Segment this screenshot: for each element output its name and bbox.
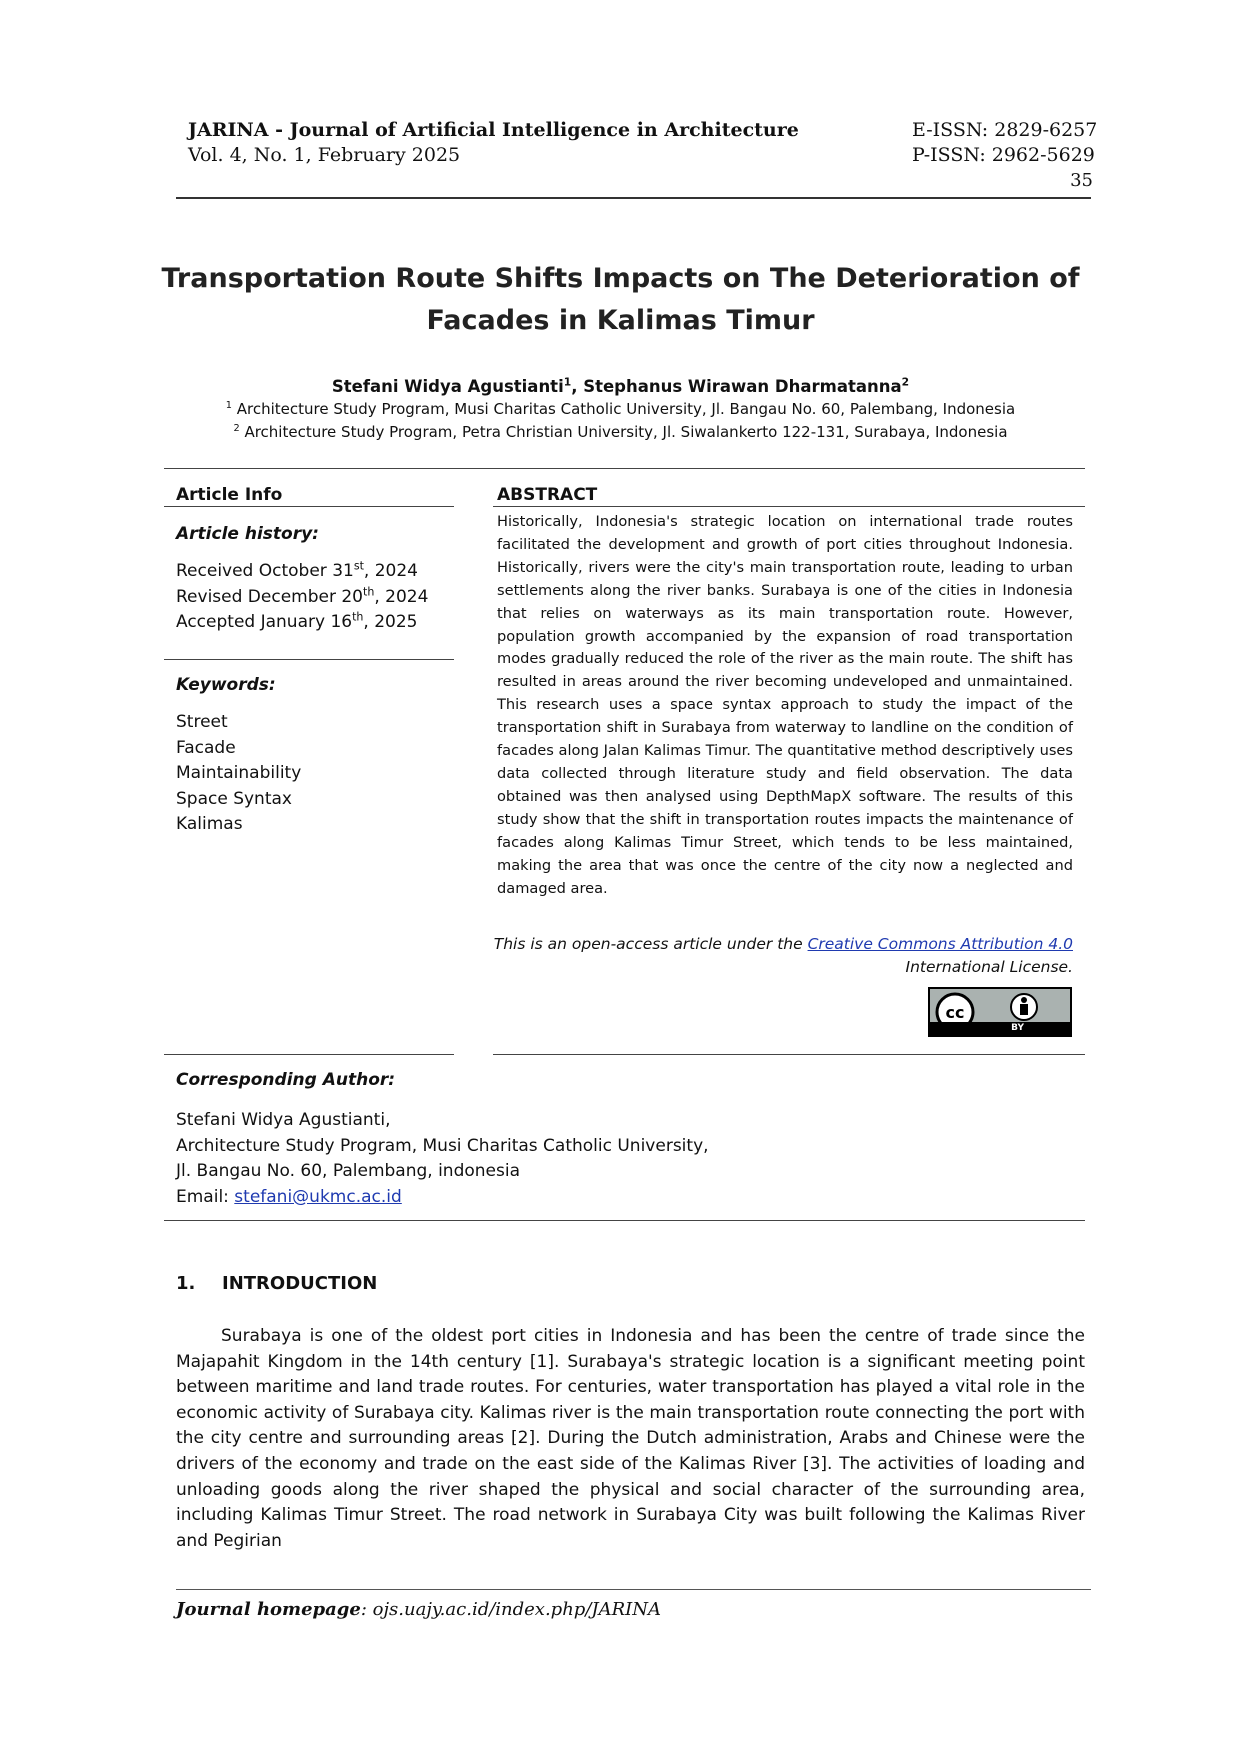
homepage-sep: :: [360, 1599, 373, 1620]
abstract-heading: ABSTRACT: [497, 485, 598, 505]
title-line-2: Facades in Kalimas Timur: [426, 305, 815, 336]
introduction-paragraph: Surabaya is one of the oldest port cities in Indonesia and has been the centre of trade since the Majapahit Kingdom in the 14th century [1]. Surabaya's strategic location is a significant meeting point between maritime and land trade routes. For centuries, water transportation has played a vital role in the economic activity of Surabaya city. Kalimas river is the main transportation route connecting the port with the city centre and surrounding areas [2]. During the Dutch administration, Arabs and Chinese were the drivers of the economy and trade on the east side of the Kalimas River [3]. The activities of loading and unloading goods along the river shaped the physical and social character of the surrounding area, including Kalimas Timur Street. The road network in Surabaya City was built following the Kalimas River and Pegirian: [176, 1326, 1085, 1551]
section-heading: [176, 1273, 377, 1294]
footer-rule: [176, 1589, 1091, 1590]
article-history-heading: Article history:: [176, 524, 319, 544]
email-link[interactable]: stefani@ukmc.ac.id: [234, 1186, 402, 1207]
abstract-rule: [493, 506, 1085, 507]
cc-letters: cc: [945, 1003, 965, 1022]
homepage-url[interactable]: ojs.uajy.ac.id/index.php/JARINA: [372, 1599, 662, 1620]
affiliation-2-text: Architecture Study Program, Petra Christian University, Jl. Siwalankerto 122-131, Surabaya, Indonesia: [239, 423, 1008, 441]
corr-email-line: [176, 1185, 709, 1211]
affiliation-2-mark: 2: [233, 423, 240, 434]
abstract-bottom-rule: [493, 1054, 1085, 1055]
revised-date: Revised December 20th, 2024: [176, 584, 429, 607]
accepted-date: Accepted January 16th, 2025: [176, 610, 418, 632]
history-rule: [164, 659, 454, 660]
received-date: Received October 31st, 2024: [176, 559, 418, 581]
author-2-affil-mark: 2: [901, 375, 910, 389]
eissn: E-ISSN: 2829-6257: [912, 119, 1098, 141]
affiliation-1-mark: 1: [225, 400, 232, 411]
journal-title: JARINA - Journal of Artificial Intelligence in Architecture: [188, 119, 799, 141]
section-title: INTRODUCTION: [222, 1273, 378, 1294]
keywords-list: [176, 710, 301, 838]
corr-name: Stefani Widya Agustianti,: [176, 1110, 391, 1130]
article-history: [176, 559, 428, 636]
author-1-affil-mark: 1: [563, 375, 572, 389]
cc-by-badge[interactable]: [928, 987, 1072, 1037]
affiliation-1: [140, 400, 1101, 418]
keyword-item: Maintainability: [176, 763, 302, 783]
article-info-rule: [164, 506, 454, 507]
corr-dept: Architecture Study Program, Musi Charitas Catholic University,: [176, 1135, 709, 1156]
license-suffix: International License.: [905, 958, 1073, 976]
paper-title: [140, 258, 1101, 342]
license-note: [494, 933, 1073, 979]
header-rule: [176, 197, 1091, 199]
page-number: 35: [1070, 170, 1093, 191]
keyword-item: Facade: [176, 737, 236, 758]
pissn: P-ISSN: 2962-5629: [912, 144, 1095, 166]
journal-homepage: [176, 1599, 661, 1620]
keyword-item: Kalimas: [176, 814, 243, 834]
journal-volume: Vol. 4, No. 1, February 2025: [188, 144, 461, 166]
info-top-rule: [164, 468, 1085, 469]
license-prefix: This is an open-access article under the: [493, 935, 808, 953]
keyword-item: Street: [176, 712, 228, 732]
title-line-1: Transportation Route Shifts Impacts on The Deterioration of: [161, 263, 1080, 294]
corresponding-heading: Corresponding Author:: [176, 1070, 396, 1090]
author-2: Stephanus Wirawan Dharmatanna: [583, 377, 902, 396]
issn-block: [912, 118, 1097, 168]
by-label: BY: [930, 1022, 1070, 1035]
email-label: Email:: [176, 1186, 235, 1207]
affiliation-2: [140, 423, 1101, 441]
author-separator: ,: [571, 377, 584, 396]
cc-license-link[interactable]: Creative Commons Attribution 4.0: [807, 935, 1073, 953]
homepage-label: Journal homepage: [176, 1599, 361, 1620]
article-info-heading: Article Info: [176, 485, 283, 505]
author-1: Stefani Widya Agustianti: [331, 377, 564, 396]
corresponding-bottom-rule: [164, 1220, 1085, 1221]
corr-address: Jl. Bangau No. 60, Palembang, indonesia: [176, 1161, 521, 1181]
abstract-text: Historically, Indonesia's strategic location on international trade routes facilitated the development and growth of port cities throughout Indonesia. Historically, rivers were the city's main transportation route, leading to urban settlements along the river banks. Surabaya is one of the cities in Indonesia that relies on waterways as its main transportation route. However, population growth accompanied by the expansion of road transportation modes gradually reduced the role of the river as the main route. The shift has resulted in areas around the river becoming undeveloped and unmaintained. This research uses a space syntax approach to study the impact of the transportation shift in Surabaya from waterway to landline on the condition of facades along Jalan Kalimas Timur. The quantitative method descriptively uses data collected through literature study and field observation. The data obtained was then analysed using DepthMapX software. The results of this study show that the shift in transportation routes impacts the maintenance of facades along Kalimas Timur Street, which tends to be less maintained, making the area that was once the centre of the city now a neglected and damaged area.: [497, 513, 1073, 897]
corresponding-details: [176, 1108, 709, 1210]
keywords-bottom-rule: [164, 1054, 454, 1055]
keywords-heading: Keywords:: [176, 675, 276, 695]
cc-logo-icon: [930, 989, 1070, 1022]
keyword-item: Space Syntax: [176, 788, 292, 809]
journal-header: [188, 118, 799, 168]
section-number: 1.: [176, 1273, 196, 1294]
affiliation-1-text: Architecture Study Program, Musi Charitas Catholic University, Jl. Bangau No. 60, Palembang, Indonesia: [232, 400, 1016, 418]
authors: [140, 377, 1101, 396]
